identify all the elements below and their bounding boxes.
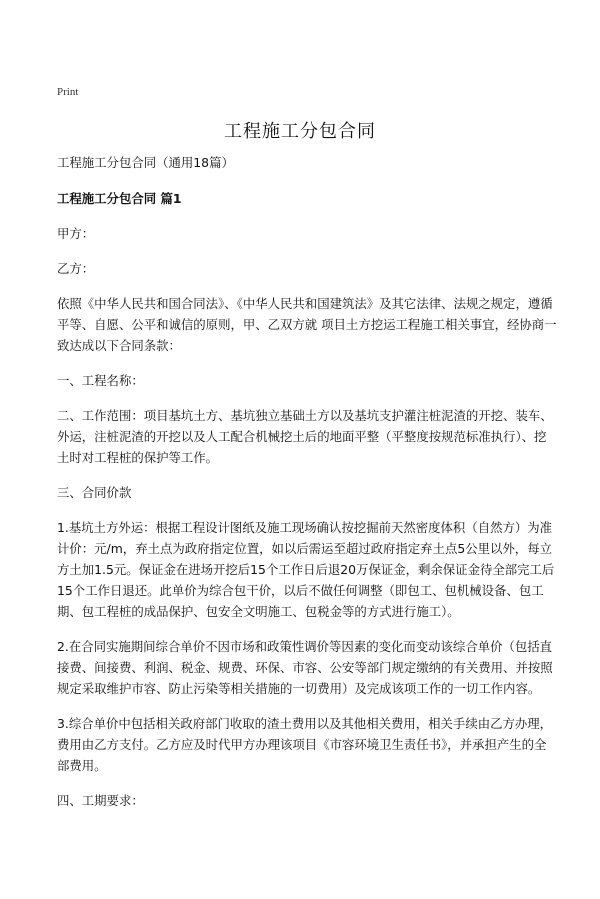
price-item-1: 1.基坑土方外运：根据工程设计图纸及施工现场确认按挖掘前天然密度体积（自然方）为准计价：元/m，弃土点为政府指定位置，如以后需运至超过政府指定弃土点5公里以外，每立方土加1.5元。保证金在进场开挖后15个工作日后退20万保证金，剩余保证金待全部完工后15个工作日退还。此单价为综合包干价，以后不做任何调整（即包工、包机械设备、包工期、包工程桩的成品保护、包安全文明施工、包税金等的方式进行施工）。 [57, 520, 555, 619]
document-subtitle: 工程施工分包合同（通用18篇） [57, 155, 234, 170]
document-body [57, 152, 557, 825]
section-heading: 工程施工分包合同 篇1 [57, 191, 182, 206]
clause-contract-price: 三、合同价款 [57, 485, 132, 500]
intro-paragraph: 依照《中华人民共和国合同法》、《中华人民共和国建筑法》及其它法律、法规之规定，遵循平等、自愿、公平和诚信的原则，甲、乙双方就 项目土方挖运工程施工相关事宜，经协商一致达成以下合同条款： [57, 296, 557, 353]
price-item-2: 2.在合同实施期间综合单价不因市场和政策性调价等因素的变化而变动该综合单价（包括直接费、间接费、利润、税金、规费、环保、市容、公安等部门规定缴纳的有关费用、并按照规定采取维护市容、防止污染等相关措施的一切费用）及完成该项工作的一切工作内容。 [57, 639, 553, 696]
party-b-line: 乙方： [57, 261, 95, 276]
party-a-line: 甲方： [57, 226, 95, 241]
clause-schedule: 四、工期要求： [57, 793, 144, 808]
price-item-3: 3.综合单价中包括相关政府部门收取的渣土费用以及其他相关费用，相关手续由乙方办理，费用由乙方支付。乙方应及时代甲方办理该项目《市容环境卫生责任书》，并承担产生的全部费用。 [57, 716, 553, 773]
clause-project-name: 一、工程名称： [57, 373, 144, 388]
page-title: 工程施工分包合同 [224, 121, 376, 142]
clause-work-scope: 二、工作范围：项目基坑土方、基坑独立基础土方以及基坑支护灌注桩泥渣的开挖、装车、外运，注桩泥渣的开挖以及人工配合机械挖土后的地面平整（平整度按规范标准执行）、挖土时对工程桩的保护等工作。 [57, 408, 553, 465]
print-label: Print [57, 86, 79, 98]
